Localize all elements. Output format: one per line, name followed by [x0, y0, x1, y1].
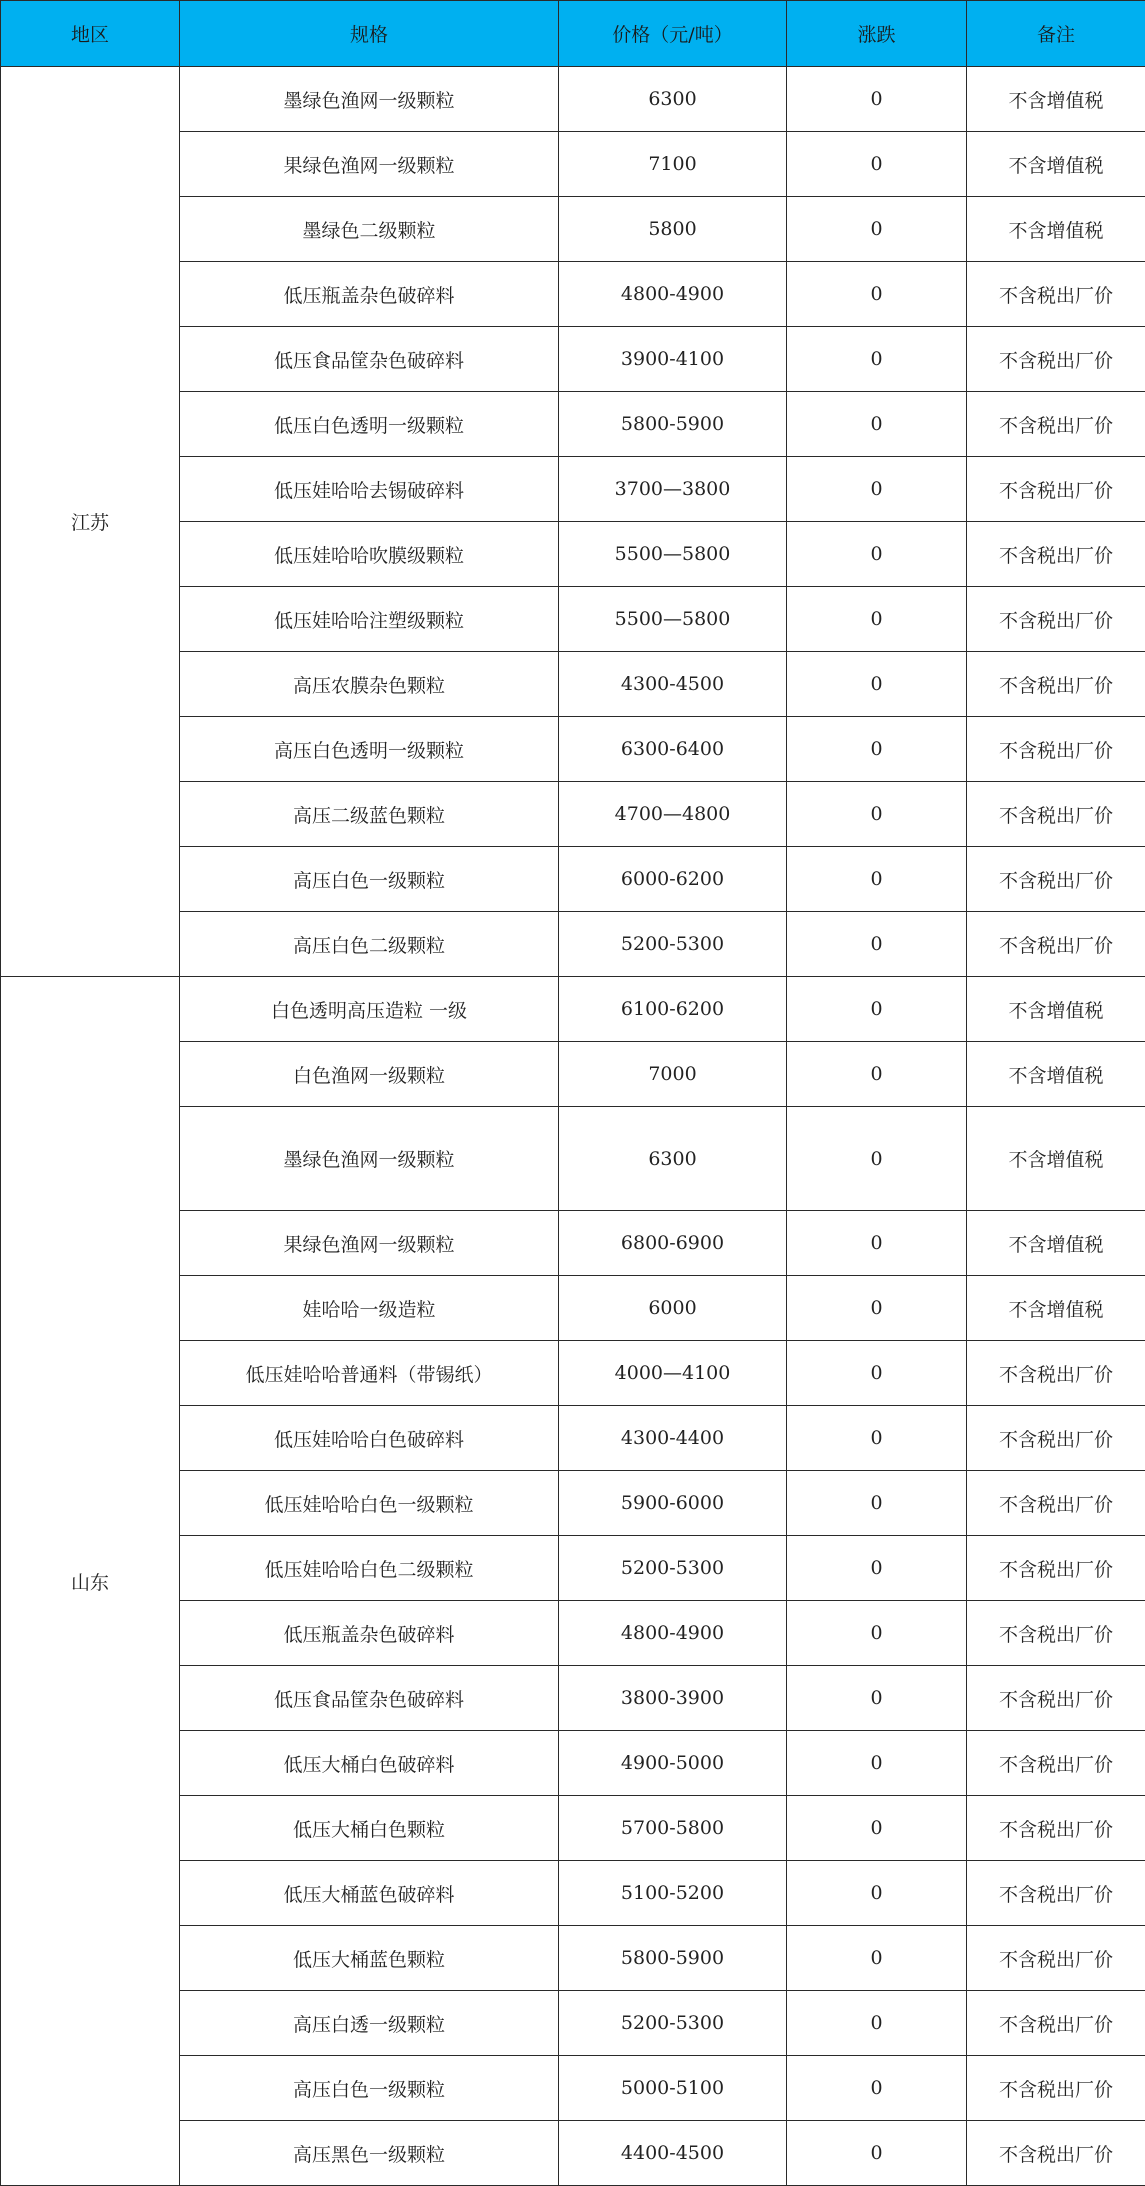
note-cell: 不含税出厂价	[967, 587, 1145, 652]
note-cell: 不含增值税	[967, 1211, 1145, 1276]
spec-cell: 高压黑色一级颗粒	[180, 2121, 559, 2186]
change-cell: 0	[787, 977, 967, 1042]
spec-cell: 低压食品筐杂色破碎料	[180, 1666, 559, 1731]
table-row	[1, 67, 1145, 132]
change-cell: 0	[787, 2056, 967, 2121]
spec-cell: 低压瓶盖杂色破碎料	[180, 262, 559, 327]
price-cell: 5800	[559, 197, 787, 262]
region-cell: 江苏	[1, 67, 180, 977]
note-cell: 不含税出厂价	[967, 652, 1145, 717]
header-note: 备注	[967, 1, 1145, 67]
note-cell: 不含增值税	[967, 1042, 1145, 1107]
price-cell: 5700-5800	[559, 1796, 787, 1861]
note-cell: 不含税出厂价	[967, 392, 1145, 457]
note-cell: 不含税出厂价	[967, 262, 1145, 327]
spec-cell: 果绿色渔网一级颗粒	[180, 1211, 559, 1276]
price-cell: 3800-3900	[559, 1666, 787, 1731]
price-cell: 6300-6400	[559, 717, 787, 782]
change-cell: 0	[787, 1536, 967, 1601]
change-cell: 0	[787, 652, 967, 717]
change-cell: 0	[787, 457, 967, 522]
change-cell: 0	[787, 1991, 967, 2056]
change-cell: 0	[787, 522, 967, 587]
price-cell: 4800-4900	[559, 1601, 787, 1666]
change-cell: 0	[787, 587, 967, 652]
header-region: 地区	[1, 1, 180, 67]
spec-cell: 低压娃哈哈吹膜级颗粒	[180, 522, 559, 587]
spec-cell: 低压瓶盖杂色破碎料	[180, 1601, 559, 1666]
spec-cell: 高压白色透明一级颗粒	[180, 717, 559, 782]
change-cell: 0	[787, 717, 967, 782]
note-cell: 不含税出厂价	[967, 1926, 1145, 1991]
change-cell: 0	[787, 1861, 967, 1926]
spec-cell: 果绿色渔网一级颗粒	[180, 132, 559, 197]
price-cell: 5500—5800	[559, 522, 787, 587]
price-cell: 6000	[559, 1276, 787, 1341]
change-cell: 0	[787, 1471, 967, 1536]
header-price: 价格（元/吨）	[559, 1, 787, 67]
spec-cell: 高压白色一级颗粒	[180, 2056, 559, 2121]
change-cell: 0	[787, 1341, 967, 1406]
change-cell: 0	[787, 1926, 967, 1991]
note-cell: 不含税出厂价	[967, 717, 1145, 782]
spec-cell: 高压白色二级颗粒	[180, 912, 559, 977]
spec-cell: 低压娃哈哈白色破碎料	[180, 1406, 559, 1471]
note-cell: 不含税出厂价	[967, 1341, 1145, 1406]
header-row	[1, 1, 1145, 67]
change-cell: 0	[787, 1796, 967, 1861]
note-cell: 不含税出厂价	[967, 847, 1145, 912]
table-header	[1, 1, 1145, 67]
price-cell: 6300	[559, 67, 787, 132]
change-cell: 0	[787, 1666, 967, 1731]
price-cell: 5200-5300	[559, 1991, 787, 2056]
price-cell: 4300-4400	[559, 1406, 787, 1471]
spec-cell: 低压娃哈哈普通料（带锡纸）	[180, 1341, 559, 1406]
change-cell: 0	[787, 1406, 967, 1471]
change-cell: 0	[787, 847, 967, 912]
note-cell: 不含税出厂价	[967, 2121, 1145, 2186]
spec-cell: 娃哈哈一级造粒	[180, 1276, 559, 1341]
spec-cell: 低压娃哈哈白色二级颗粒	[180, 1536, 559, 1601]
price-cell: 7000	[559, 1042, 787, 1107]
note-cell: 不含增值税	[967, 197, 1145, 262]
change-cell: 0	[787, 1601, 967, 1666]
price-cell: 4000—4100	[559, 1341, 787, 1406]
price-cell: 3900-4100	[559, 327, 787, 392]
spec-cell: 低压白色透明一级颗粒	[180, 392, 559, 457]
note-cell: 不含税出厂价	[967, 1471, 1145, 1536]
note-cell: 不含增值税	[967, 977, 1145, 1042]
change-cell: 0	[787, 327, 967, 392]
note-cell: 不含税出厂价	[967, 1406, 1145, 1471]
price-cell: 3700—3800	[559, 457, 787, 522]
spec-cell: 高压白色一级颗粒	[180, 847, 559, 912]
change-cell: 0	[787, 132, 967, 197]
note-cell: 不含税出厂价	[967, 1731, 1145, 1796]
table-body	[1, 67, 1145, 2186]
spec-cell: 高压白透一级颗粒	[180, 1991, 559, 2056]
change-cell: 0	[787, 1276, 967, 1341]
price-cell: 5100-5200	[559, 1861, 787, 1926]
change-cell: 0	[787, 2121, 967, 2186]
note-cell: 不含税出厂价	[967, 457, 1145, 522]
spec-cell: 低压食品筐杂色破碎料	[180, 327, 559, 392]
change-cell: 0	[787, 262, 967, 327]
spec-cell: 高压农膜杂色颗粒	[180, 652, 559, 717]
price-cell: 6000-6200	[559, 847, 787, 912]
note-cell: 不含税出厂价	[967, 1991, 1145, 2056]
change-cell: 0	[787, 1211, 967, 1276]
spec-cell: 低压娃哈哈白色一级颗粒	[180, 1471, 559, 1536]
note-cell: 不含税出厂价	[967, 1861, 1145, 1926]
change-cell: 0	[787, 1731, 967, 1796]
spec-cell: 低压大桶白色破碎料	[180, 1731, 559, 1796]
spec-cell: 低压大桶白色颗粒	[180, 1796, 559, 1861]
price-cell: 5800-5900	[559, 1926, 787, 1991]
price-cell: 4300-4500	[559, 652, 787, 717]
note-cell: 不含税出厂价	[967, 912, 1145, 977]
spec-cell: 高压二级蓝色颗粒	[180, 782, 559, 847]
note-cell: 不含增值税	[967, 1107, 1145, 1211]
note-cell: 不含税出厂价	[967, 782, 1145, 847]
price-cell: 4800-4900	[559, 262, 787, 327]
price-cell: 5500—5800	[559, 587, 787, 652]
note-cell: 不含税出厂价	[967, 1666, 1145, 1731]
price-cell: 5900-6000	[559, 1471, 787, 1536]
spec-cell: 低压娃哈哈去锡破碎料	[180, 457, 559, 522]
region-cell: 山东	[1, 977, 180, 2186]
price-cell: 5200-5300	[559, 912, 787, 977]
price-cell: 5200-5300	[559, 1536, 787, 1601]
note-cell: 不含税出厂价	[967, 1536, 1145, 1601]
change-cell: 0	[787, 1107, 967, 1211]
note-cell: 不含税出厂价	[967, 2056, 1145, 2121]
note-cell: 不含增值税	[967, 67, 1145, 132]
spec-cell: 低压大桶蓝色破碎料	[180, 1861, 559, 1926]
note-cell: 不含税出厂价	[967, 522, 1145, 587]
change-cell: 0	[787, 392, 967, 457]
note-cell: 不含税出厂价	[967, 1601, 1145, 1666]
change-cell: 0	[787, 1042, 967, 1107]
price-cell: 4900-5000	[559, 1731, 787, 1796]
spec-cell: 墨绿色渔网一级颗粒	[180, 67, 559, 132]
spec-cell: 墨绿色二级颗粒	[180, 197, 559, 262]
price-cell: 6300	[559, 1107, 787, 1211]
spec-cell: 白色透明高压造粒 一级	[180, 977, 559, 1042]
table-row	[1, 977, 1145, 1042]
price-cell: 5800-5900	[559, 392, 787, 457]
note-cell: 不含增值税	[967, 132, 1145, 197]
spec-cell: 墨绿色渔网一级颗粒	[180, 1107, 559, 1211]
header-change: 涨跌	[787, 1, 967, 67]
change-cell: 0	[787, 197, 967, 262]
price-cell: 5000-5100	[559, 2056, 787, 2121]
spec-cell: 低压大桶蓝色颗粒	[180, 1926, 559, 1991]
spec-cell: 白色渔网一级颗粒	[180, 1042, 559, 1107]
note-cell: 不含税出厂价	[967, 327, 1145, 392]
note-cell: 不含增值税	[967, 1276, 1145, 1341]
note-cell: 不含税出厂价	[967, 1796, 1145, 1861]
price-cell: 6800-6900	[559, 1211, 787, 1276]
change-cell: 0	[787, 782, 967, 847]
price-cell: 7100	[559, 132, 787, 197]
header-spec: 规格	[180, 1, 559, 67]
price-cell: 4700—4800	[559, 782, 787, 847]
change-cell: 0	[787, 912, 967, 977]
spec-cell: 低压娃哈哈注塑级颗粒	[180, 587, 559, 652]
price-cell: 4400-4500	[559, 2121, 787, 2186]
change-cell: 0	[787, 67, 967, 132]
price-cell: 6100-6200	[559, 977, 787, 1042]
